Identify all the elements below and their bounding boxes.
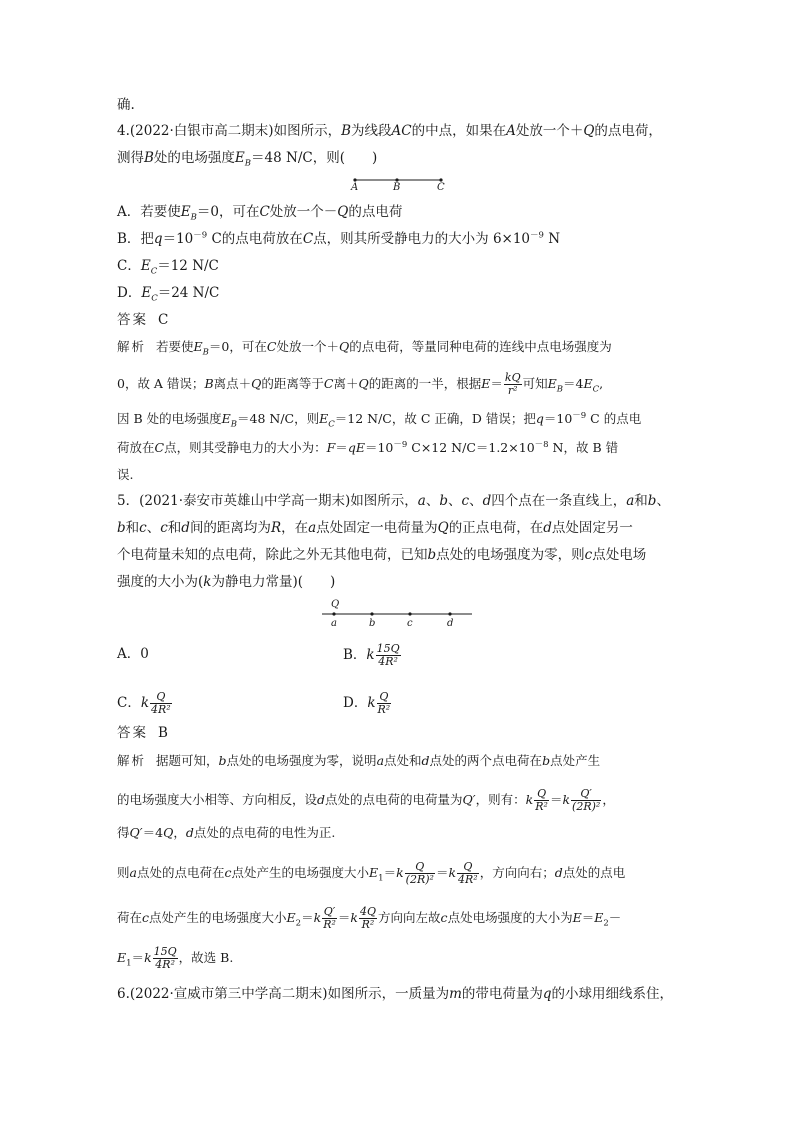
fraction-q-r2: $\frac{Q}{\text{R²}}$ (535, 787, 548, 813)
point-d-dot (448, 612, 451, 615)
q4-analysis-line1: 解析 若要使$E_B=0$，可在C处放一个＋Q的点电荷，等量同种电荷的连线中点电场强度为 (117, 339, 612, 358)
q5-option-c[interactable]: C．k $\frac{Q}{\text{4R²}}$ (117, 690, 171, 716)
fraction-q-4r2: $\frac{Q}{\text{4R²}}$ (458, 860, 478, 886)
q5-option-b[interactable]: B．k $\frac{15Q}{\text{4R²}}$ (343, 642, 400, 668)
fraction-q-4r2: $\frac{Q}{\text{4R²}}$ (151, 690, 171, 716)
q5-stem-line2: b和c、c和d间的距离均为R，在a点处固定一电荷量为Q的正点电荷，在d点处固定另一 (117, 520, 633, 536)
q4-answer: 答案 C (117, 312, 169, 328)
q4-stem-line2: 测得B处的电场强度$E_B=48$ N/C，则( ) (117, 150, 378, 169)
q5-analysis-line5: 荷在c点处产生的电场强度大小$E_2=k$ $\frac{Q'}{\text{R²}}$ ＝k $\frac{4Q}{\text{R²}}$ 方向向左故c点处电场强度的大小为$E=E_2-$ (117, 905, 622, 931)
q5-analysis-line2: 的电场强度大小相等、方向相反，设d点处的点电荷的电荷量为Q′，则有：k $\frac{Q}{\text{R²}}$ ＝k $\frac{Q'}{\text{(2R)²}}$ ， (117, 787, 615, 813)
point-c-dot (408, 612, 411, 615)
fraction-4q-r2: $\frac{4Q}{\text{R²}}$ (359, 905, 377, 931)
q4-analysis-line5: 误. (117, 467, 134, 482)
q4-option-d[interactable]: D．$E_C=24$ N/C (117, 285, 220, 304)
point-b-label: b (369, 618, 376, 629)
q4-option-a[interactable]: A．若要使$E_B=0$，可在C处放一个－Q的点电荷 (117, 204, 403, 223)
q5-analysis-line3: 得Q′＝4Q，d点处的点电荷的电性为正. (117, 825, 336, 840)
fraction-q-prime-2r2: $\frac{Q'}{\text{(2R)²}}$ (572, 787, 601, 813)
q4-option-b[interactable]: B．把$q=10^{-9}$ C的点电荷放在C点，则其所受静电力的大小为 $6\times 10^{-9}$ N (117, 230, 561, 247)
q5-stem-line1: 5．(2021·泰安市英雄山中学高一期末)如图所示，a、b、c、d四个点在一条直线上，a和b、 (117, 493, 670, 509)
fraction-q-prime-r2: $\frac{Q'}{\text{R²}}$ (323, 905, 336, 931)
q4-analysis-line2: 0，故 A 错误；B离点＋Q的距离等于C离＋Q的距离的一半，根据E＝ $\frac{kQ}{\text{r²}}$ 可知$E_B=4E_C$, (117, 371, 604, 397)
q5-analysis-line4: 则a点处的点电荷在c点处产生的电场强度大小$E_1=k$ $\frac{Q}{\text{(2R)²}}$ ＝k $\frac{Q}{\text{4R²}}$ ，方向向右；d点处的点电 (117, 860, 626, 886)
point-d-label: d (447, 618, 454, 629)
charge-q-label: Q (331, 599, 340, 610)
fraction-q-2r2: $\frac{Q}{\text{(2R)²}}$ (405, 860, 434, 886)
point-a-label: a (331, 618, 337, 629)
q5-analysis-line1: 解析 据题可知，b点处的电场强度为零，说明a点处和d点处的两个点电荷在b点处产生 (117, 753, 601, 768)
q5-analysis-line6: $E_1=k$ $\frac{15Q}{\text{4R²}}$ ，故选 B. (117, 945, 234, 971)
q4-analysis-line4: 荷放在C点，则其受静电力的大小为：$F=qE=10^{-9}$ C×12 $N/C=1.2\times 10^{-8}$ N，故 B 错 (117, 439, 619, 455)
q4-stem-line1: 4.(2022·白银市高二期末)如图所示，B为线段AC的中点，如果在A处放一个＋Q的点电荷， (117, 123, 662, 139)
point-b-label: B (393, 182, 401, 193)
q4-analysis-line3: 因 B 处的电场强度$E_B=48$ N/C，则$E_C=12$ N/C，故 C 正确，D 错误；把$q=10^{-9}$ C 的点电 (117, 410, 642, 430)
q5-stem-line3: 个电荷量未知的点电荷，除此之外无其他电荷，已知b点处的电场强度为零，则c点处电场 (117, 547, 647, 563)
q5-answer: 答案 B (117, 725, 168, 741)
q4-continuation: 确. (117, 97, 135, 113)
point-a-dot (332, 612, 335, 615)
point-c-label: c (407, 618, 413, 629)
fraction-q-r2: $\frac{Q}{\text{R²}}$ (377, 690, 391, 716)
q6-stem-line1: 6.(2022·宣威市第三中学高二期末)如图所示，一质量为m的带电荷量为q的小球用细线系住， (117, 986, 674, 1002)
fraction-kq-r2: $\frac{kQ}{\text{r²}}$ (504, 371, 521, 397)
fraction-15q-4r2: $\frac{15Q}{\text{4R²}}$ (153, 945, 177, 971)
q4-option-c[interactable]: C．$E_C=12$ N/C (117, 258, 219, 277)
point-a-label: A (351, 182, 359, 193)
point-c-label: C (437, 182, 445, 193)
q5-stem-line4: 强度的大小为(k为静电力常量)( ) (117, 574, 336, 590)
fraction-15q-4r2: $\frac{15Q}{\text{4R²}}$ (376, 642, 400, 668)
point-b-dot (370, 612, 373, 615)
q5-option-d[interactable]: D．k $\frac{Q}{\text{R²}}$ (343, 690, 391, 716)
q5-option-a[interactable]: A．0 (117, 646, 149, 662)
